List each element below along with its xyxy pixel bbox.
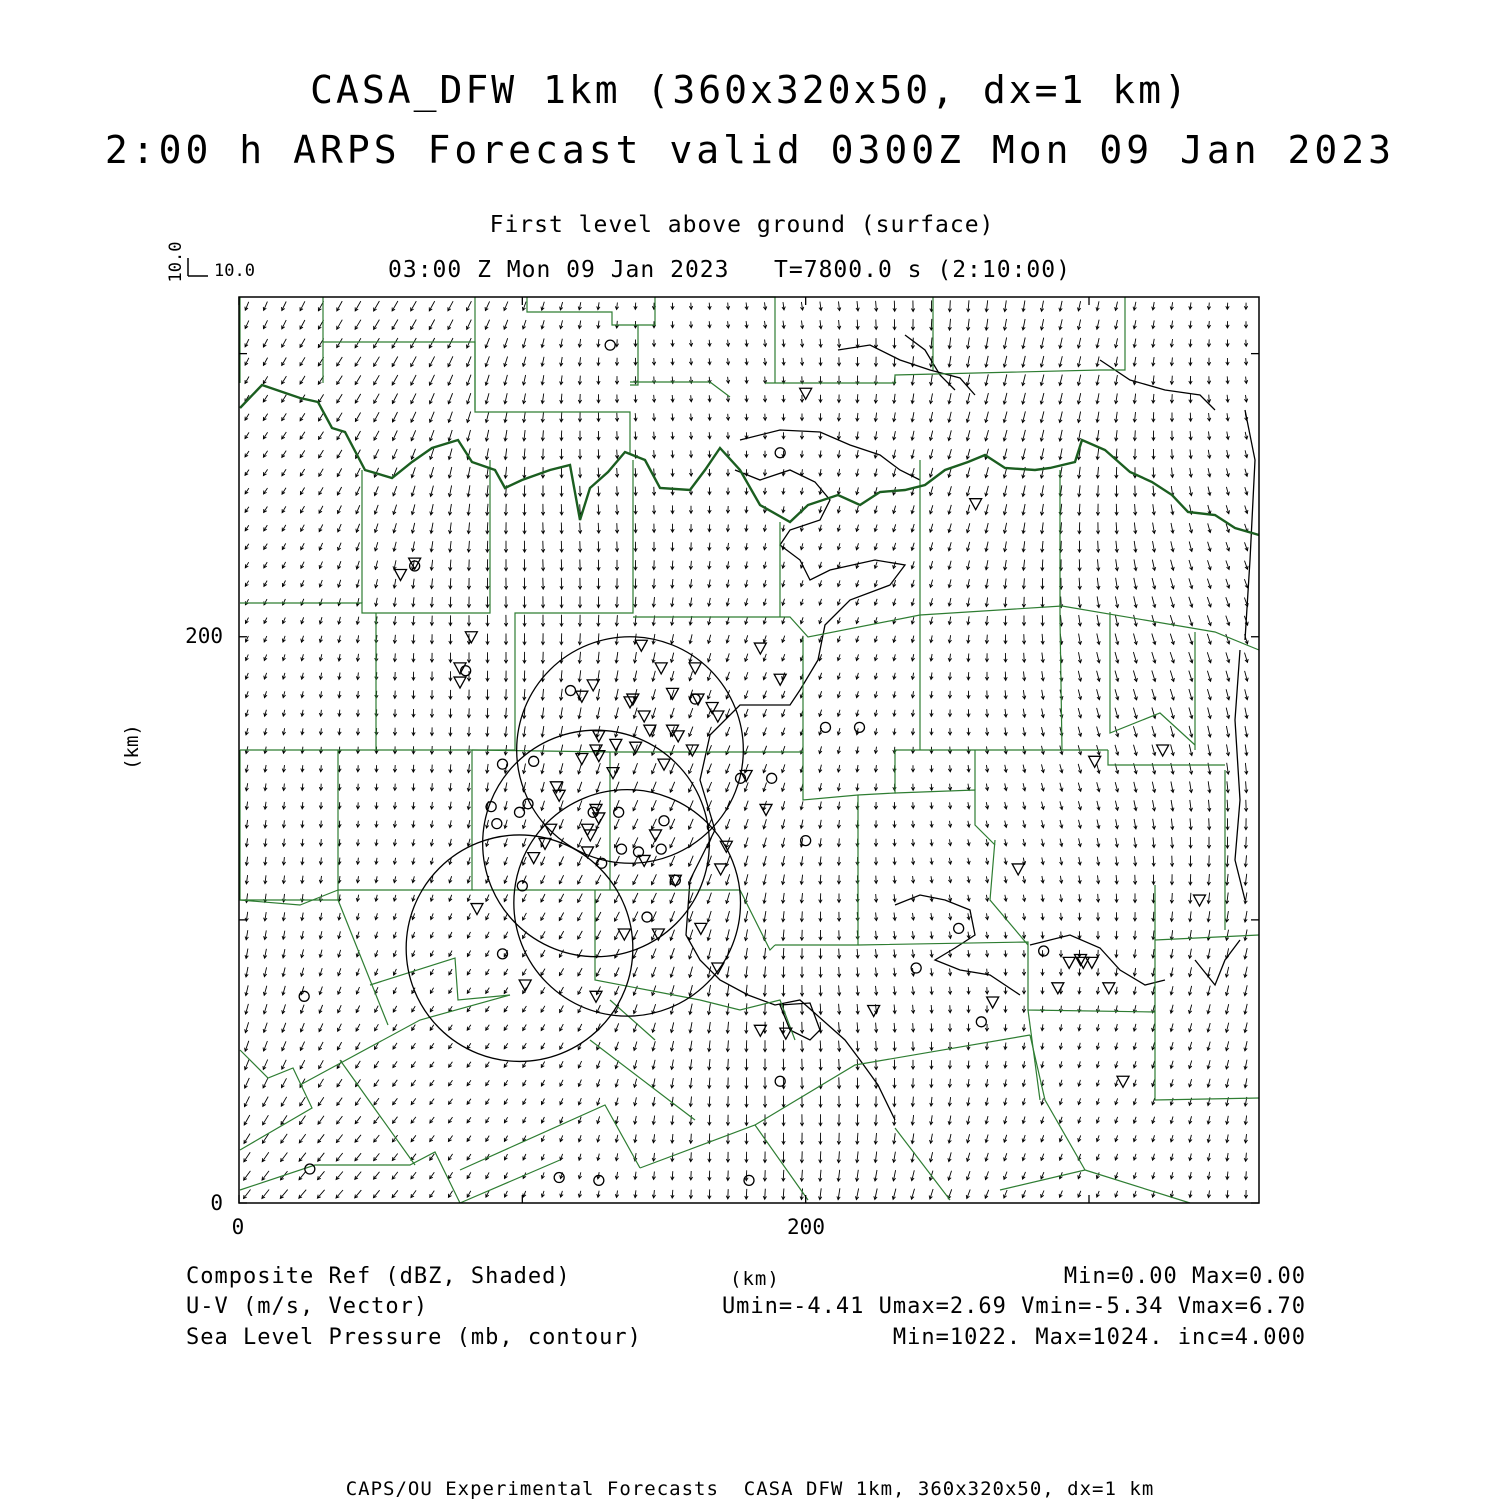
- county-line: [370, 958, 510, 1000]
- legend-wind-stats: Umin=-4.41 Umax=2.69 Vmin=-5.34 Vmax=6.70: [721, 1294, 1306, 1319]
- legend-wind-name: U-V (m/s, Vector): [186, 1294, 429, 1319]
- station-circle: [954, 923, 964, 933]
- station-triangle: [638, 711, 650, 722]
- station-triangle: [715, 864, 727, 875]
- county-line: [895, 1128, 950, 1200]
- legend-pressure-stats: Min=1022. Max=1024. inc=4.000: [892, 1325, 1306, 1350]
- station-circle: [529, 756, 539, 766]
- county-line: [590, 1040, 695, 1120]
- pressure-contour: [1030, 935, 1165, 985]
- station-triangle: [1103, 983, 1115, 994]
- station-circle: [566, 686, 576, 696]
- county-line: [858, 942, 1155, 1012]
- map-title-line2: 2:00 h ARPS Forecast valid 0300Z Mon 09 Jan 2023: [104, 128, 1396, 172]
- pressure-contour: [838, 345, 975, 395]
- station-triangle: [800, 388, 812, 399]
- station-triangle: [774, 674, 786, 685]
- station-circle: [605, 340, 615, 350]
- station-circle: [305, 1164, 315, 1174]
- pressure-contour: [1195, 940, 1240, 985]
- radar-range-rings: [406, 637, 743, 1062]
- station-triangle: [1157, 745, 1169, 756]
- station-triangle: [655, 663, 667, 674]
- county-line: [1110, 612, 1195, 745]
- station-triangle: [576, 691, 588, 702]
- station-triangle: [454, 677, 466, 688]
- pressure-contour: [1235, 650, 1245, 900]
- county-line: [527, 297, 655, 325]
- county-line: [240, 1050, 312, 1150]
- station-circle: [515, 807, 525, 817]
- station-triangle: [970, 499, 982, 510]
- station-triangle: [1089, 756, 1101, 767]
- map-title-line1: CASA_DFW 1km (360x320x50, dx=1 km): [310, 68, 1190, 112]
- county-line: [765, 297, 1125, 383]
- county-line: [240, 750, 338, 900]
- county-line: [240, 1152, 460, 1203]
- station-circle: [614, 807, 624, 817]
- pressure-contour: [686, 470, 905, 1120]
- station-triangle: [1194, 895, 1206, 906]
- station-triangle: [695, 923, 707, 934]
- station-circle: [642, 912, 652, 922]
- y-tick-label-200: 200: [185, 624, 223, 648]
- station-triangle: [1063, 957, 1075, 968]
- y-tick-label-0: 0: [210, 1191, 223, 1215]
- county-line: [630, 325, 638, 385]
- county-line: [775, 795, 858, 945]
- county-line: [760, 297, 775, 383]
- legend-ref-stats: Min=0.00 Max=0.00: [1063, 1264, 1306, 1289]
- pressure-contour: [895, 895, 1020, 995]
- station-triangle: [1086, 957, 1098, 968]
- station-markers: [299, 340, 1205, 1185]
- station-circle: [767, 773, 777, 783]
- station-triangle: [610, 739, 622, 750]
- footer-credit: CAPS/OU Experimental Forecasts CASA DFW 1km, 360x320x50, dx=1 km: [345, 1478, 1155, 1500]
- county-line: [240, 460, 490, 613]
- county-line: [1000, 1170, 1085, 1190]
- station-triangle: [760, 804, 772, 815]
- station-triangle: [689, 663, 701, 674]
- county-line: [640, 1125, 808, 1200]
- station-circle: [594, 1175, 604, 1185]
- county-line: [630, 382, 730, 397]
- station-triangle: [754, 643, 766, 654]
- county-line: [1085, 1170, 1190, 1203]
- county-line: [1030, 1035, 1085, 1170]
- legend-pressure-name: Sea Level Pressure (mb, contour): [186, 1325, 642, 1350]
- county-line: [460, 1105, 640, 1170]
- station-triangle: [1117, 1076, 1129, 1087]
- station-triangle: [987, 997, 999, 1008]
- reference-vector-u-label: 10.0: [214, 261, 255, 281]
- county-line: [240, 890, 338, 905]
- county-line: [803, 750, 1062, 800]
- station-triangle: [712, 711, 724, 722]
- station-circle: [299, 991, 309, 1001]
- pressure-contour: [1100, 360, 1215, 410]
- legend-ref-name: Composite Ref (dBZ, Shaded): [186, 1264, 571, 1289]
- county-line: [300, 995, 510, 1085]
- county-line: [240, 613, 376, 750]
- station-triangle: [593, 731, 605, 742]
- station-circle: [656, 844, 666, 854]
- county-line: [755, 1035, 1030, 1125]
- station-triangle: [658, 759, 670, 770]
- valid-time-line: 03:00 Z Mon 09 Jan 2023 T=7800.0 s (2:10:00): [388, 257, 1071, 283]
- station-triangle: [576, 753, 588, 764]
- station-triangle: [553, 790, 565, 801]
- station-circle: [617, 844, 627, 854]
- station-triangle: [1012, 864, 1024, 875]
- county-line: [475, 297, 630, 455]
- x-tick-label-200: 200: [787, 1215, 825, 1239]
- map-subtitle: First level above ground (surface): [489, 212, 995, 238]
- county-line: [1108, 750, 1225, 765]
- station-circle: [976, 1017, 986, 1027]
- station-triangle: [607, 768, 619, 779]
- county-line: [340, 1060, 415, 1165]
- county-line: [338, 900, 388, 1025]
- station-triangle: [618, 929, 630, 940]
- station-circle: [554, 1173, 564, 1183]
- reference-vector-v-label: 10.0: [166, 241, 186, 283]
- x-axis-label: (km): [730, 1268, 780, 1290]
- station-circle: [659, 816, 669, 826]
- x-tick-label-0: 0: [231, 1215, 245, 1239]
- reference-vector: [188, 258, 208, 276]
- station-triangle: [471, 904, 483, 915]
- radar-ring: [483, 730, 710, 957]
- county-line: [1028, 1010, 1040, 1100]
- station-circle: [744, 1175, 754, 1185]
- station-circle: [821, 722, 831, 732]
- pressure-contour: [780, 1003, 820, 1040]
- station-circle: [492, 819, 502, 829]
- station-circle: [855, 722, 865, 732]
- y-axis-label: (km): [121, 724, 143, 770]
- station-triangle: [528, 853, 540, 864]
- station-triangle: [395, 569, 407, 580]
- county-line: [460, 1160, 560, 1203]
- station-circle: [498, 759, 508, 769]
- station-triangle: [454, 663, 466, 674]
- county-line: [990, 840, 1028, 945]
- station-triangle: [635, 640, 647, 651]
- station-circle: [588, 807, 598, 817]
- station-triangle: [465, 632, 477, 643]
- county-line: [895, 790, 995, 845]
